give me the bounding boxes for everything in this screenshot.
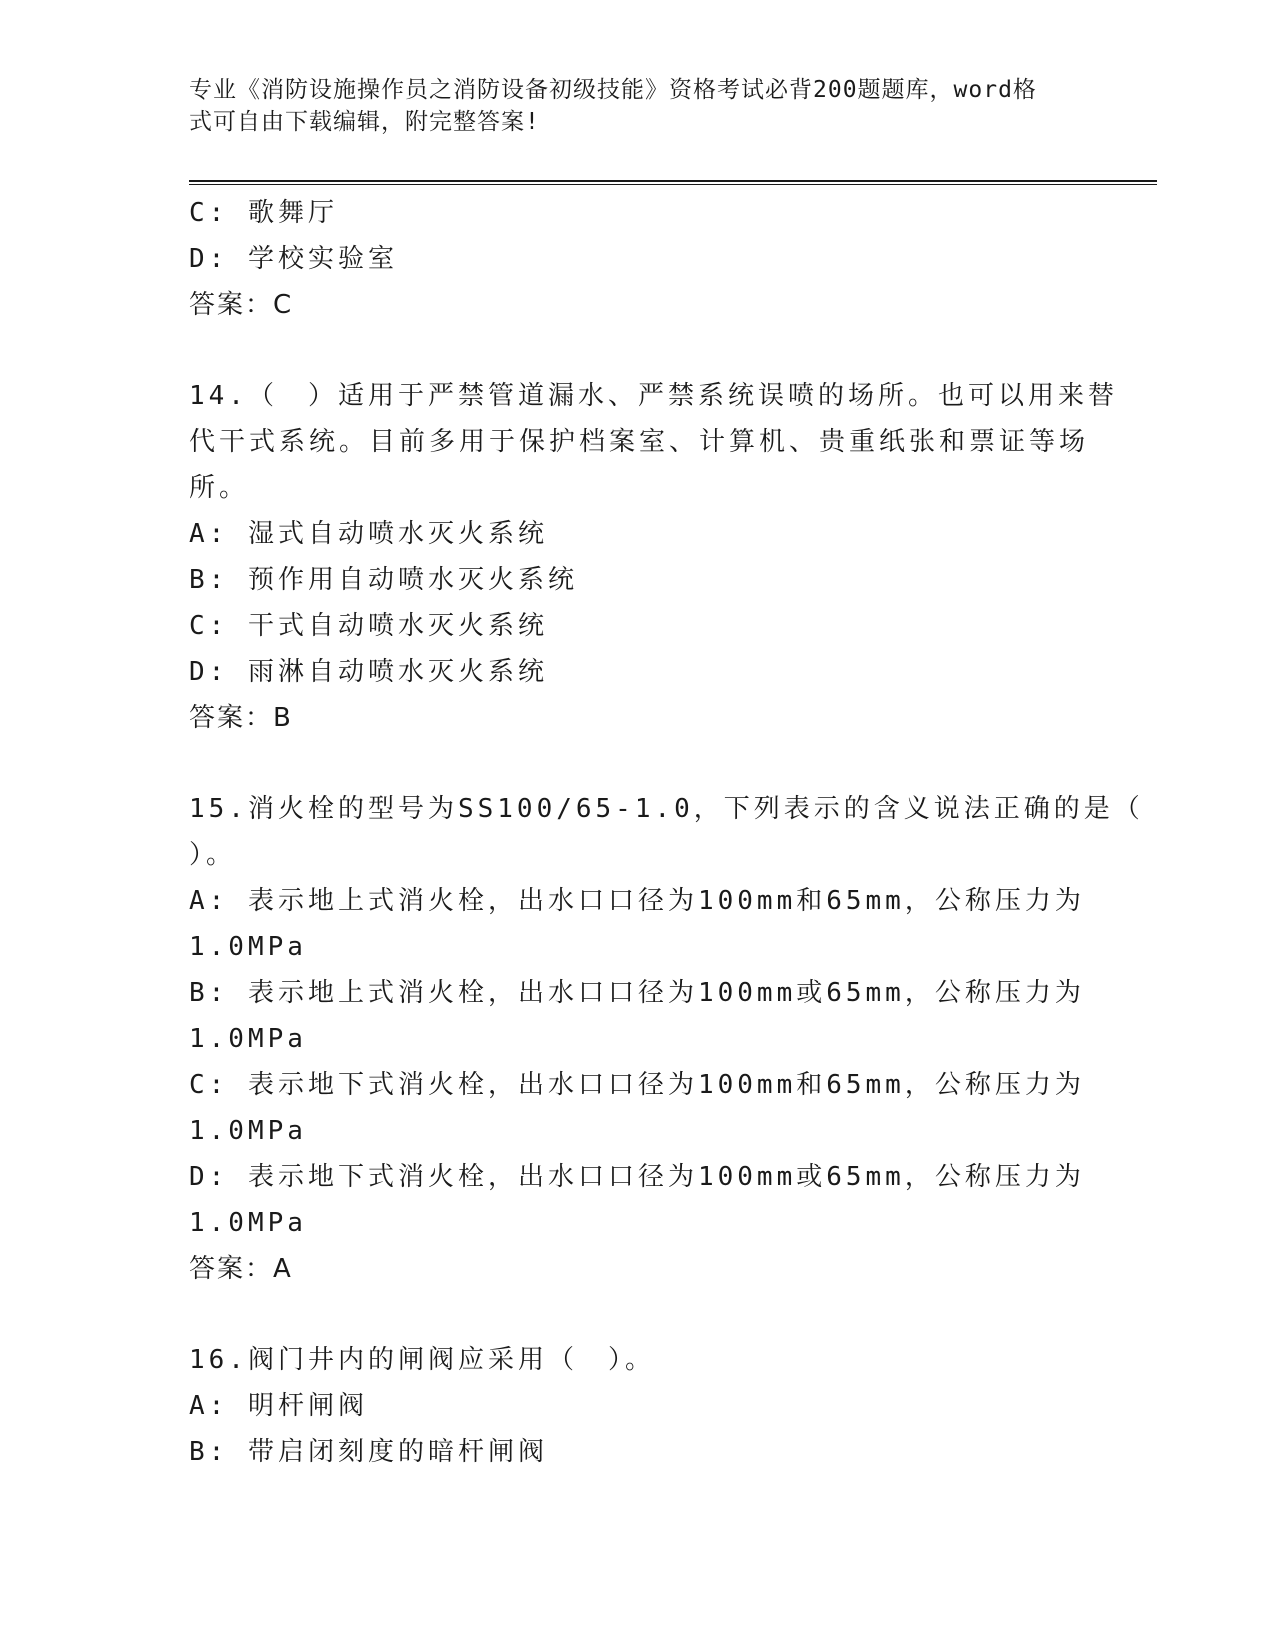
question-stem: 16.阀门井内的闸阀应采用（ ）。 [189, 1345, 655, 1375]
option-c: C: 表示地下式消火栓，出水口口径为100mm和65mm，公称压力为 [189, 1070, 1085, 1100]
option-a: A: 表示地上式消火栓，出水口口径为100mm和65mm，公称压力为 [189, 886, 1085, 916]
answer: 答案：C [189, 290, 294, 320]
option-d: D: 学校实验室 [189, 244, 398, 274]
question-stem: ）。 [189, 840, 237, 870]
question-stem: 14.（ ）适用于严禁管道漏水、严禁系统误喷的场所。也可以用来替 [189, 381, 1118, 411]
question-stem: 代干式系统。目前多用于保护档案室、计算机、贵重纸张和票证等场 [189, 427, 1090, 457]
option-b: B: 预作用自动喷水灭火系统 [189, 565, 578, 595]
option-d: D: 表示地下式消火栓，出水口口径为100mm或65mm，公称压力为 [189, 1162, 1085, 1192]
option-d-continued: 1.0MPa [189, 1208, 307, 1238]
header-line-1: 专业《消防设施操作员之消防设备初级技能》资格考试必背200题题库，word格 [189, 77, 1037, 103]
header-divider [189, 180, 1157, 185]
question-stem: 15.消火栓的型号为SS100/65-1.0，下列表示的含义说法正确的是（ [189, 794, 1144, 824]
document-header [189, 74, 1069, 138]
spacer [189, 741, 1089, 786]
question-stem: 所。 [189, 473, 250, 503]
option-b: B: 表示地上式消火栓，出水口口径为100mm或65mm，公称压力为 [189, 978, 1085, 1008]
option-a: A: 明杆闸阀 [189, 1391, 368, 1421]
question-content [189, 190, 1144, 1475]
question-16 [189, 1337, 1089, 1475]
answer: 答案：B [189, 703, 293, 733]
option-c: C: 干式自动喷水灭火系统 [189, 611, 548, 641]
option-b: B: 带启闭刻度的暗杆闸阀 [189, 1437, 548, 1467]
answer: 答案：A [189, 1254, 293, 1284]
question-15 [189, 786, 1144, 1292]
option-d: D: 雨淋自动喷水灭火系统 [189, 657, 548, 687]
option-a: A: 湿式自动喷水灭火系统 [189, 519, 548, 549]
option-a-continued: 1.0MPa [189, 932, 307, 962]
option-b-continued: 1.0MPa [189, 1024, 307, 1054]
header-line-2: 式可自由下载编辑，附完整答案! [189, 109, 540, 135]
question-14 [189, 373, 1118, 741]
spacer [189, 1292, 1089, 1337]
option-c: C: 歌舞厅 [189, 198, 338, 228]
option-c-continued: 1.0MPa [189, 1116, 307, 1146]
question-13-tail [189, 190, 1089, 328]
spacer [189, 328, 1089, 373]
